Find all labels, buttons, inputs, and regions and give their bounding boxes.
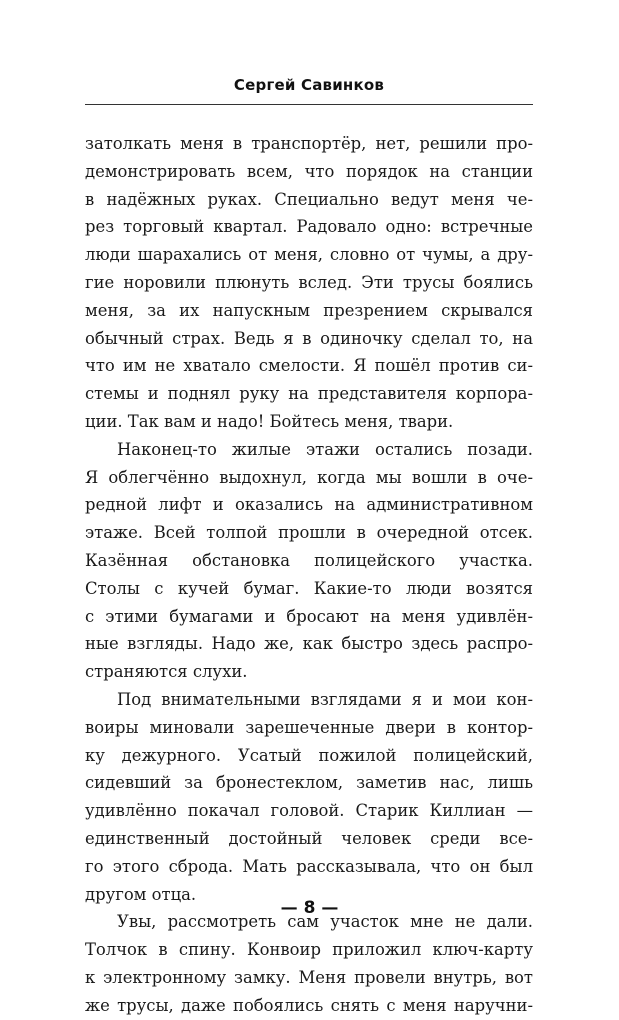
- text-line: воиры миновали зарешеченные двери в контор-: [85, 717, 533, 737]
- text-line: к электронному замку. Меня провели внутрь, вот: [85, 967, 533, 987]
- text-line: Казённая обстановка полицейского участка.: [85, 550, 533, 570]
- body-text: [85, 130, 533, 1020]
- text-line: редной лифт и оказались на административном: [85, 495, 533, 515]
- text-line: с этими бумагами и бросают на меня удивлён-: [85, 606, 533, 626]
- text-line: удивлённо покачал головой. Старик Киллиан —: [85, 801, 533, 821]
- text-line: стемы и поднял руку на представителя корпора-: [85, 384, 533, 404]
- text-line: меня, за их напускным презрением скрывался: [85, 300, 533, 320]
- text-line: люди шарахались от меня, словно от чумы, а дру-: [85, 245, 533, 265]
- text-line: обычный страх. Ведь я в одиночку сделал то, на: [85, 328, 533, 348]
- text-line: го этого сброда. Мать рассказывала, что он был: [85, 856, 533, 876]
- page-number: — 8 —: [280, 898, 339, 918]
- text-line: в надёжных руках. Специально ведут меня че-: [85, 189, 533, 209]
- text-line: что им не хватало смелости. Я пошёл против си-: [85, 356, 533, 376]
- text-line: сидевший за бронестеклом, заметив нас, лишь: [85, 773, 533, 793]
- text-line: Столы с кучей бумаг. Какие-то люди возятся: [85, 578, 533, 598]
- text-line: ные взгляды. Надо же, как быстро здесь распро-: [85, 634, 533, 654]
- text-line: Наконец-то жилые этажи остались позади.: [117, 439, 533, 459]
- text-line: затолкать меня в транспортёр, нет, решили про-: [85, 134, 533, 153]
- text-line: рез торговый квартал. Радовало одно: встречные: [85, 217, 533, 237]
- text-line: ции. Так вам и надо! Бойтесь меня, твари.: [85, 411, 454, 431]
- text-line: Толчок в спину. Конвоир приложил ключ-карту: [85, 940, 533, 960]
- text-line: демонстрировать всем, что порядок на станции: [85, 161, 533, 181]
- text-line: Я облегчённо выдохнул, когда мы вошли в оче-: [85, 467, 533, 487]
- text-line: другом отца.: [85, 884, 197, 904]
- text-line: этаже. Всей толпой прошли в очередной отсек.: [85, 523, 533, 543]
- text-line: страняются слухи.: [85, 662, 248, 682]
- running-head-author: Сергей Савинков: [233, 76, 385, 94]
- header-rule: [85, 104, 533, 105]
- text-line: единственный достойный человек среди все-: [85, 828, 533, 848]
- text-line: же трусы, даже побоялись снять с меня наручни-: [85, 995, 533, 1015]
- text-line: ку дежурного. Усатый пожилой полицейский,: [85, 745, 533, 765]
- text-line: гие норовили плюнуть вслед. Эти трусы боялись: [85, 272, 533, 292]
- text-line: Под внимательными взглядами я и мои кон-: [117, 689, 533, 709]
- text-line: Увы, рассмотреть сам участок мне не дали.: [117, 912, 533, 932]
